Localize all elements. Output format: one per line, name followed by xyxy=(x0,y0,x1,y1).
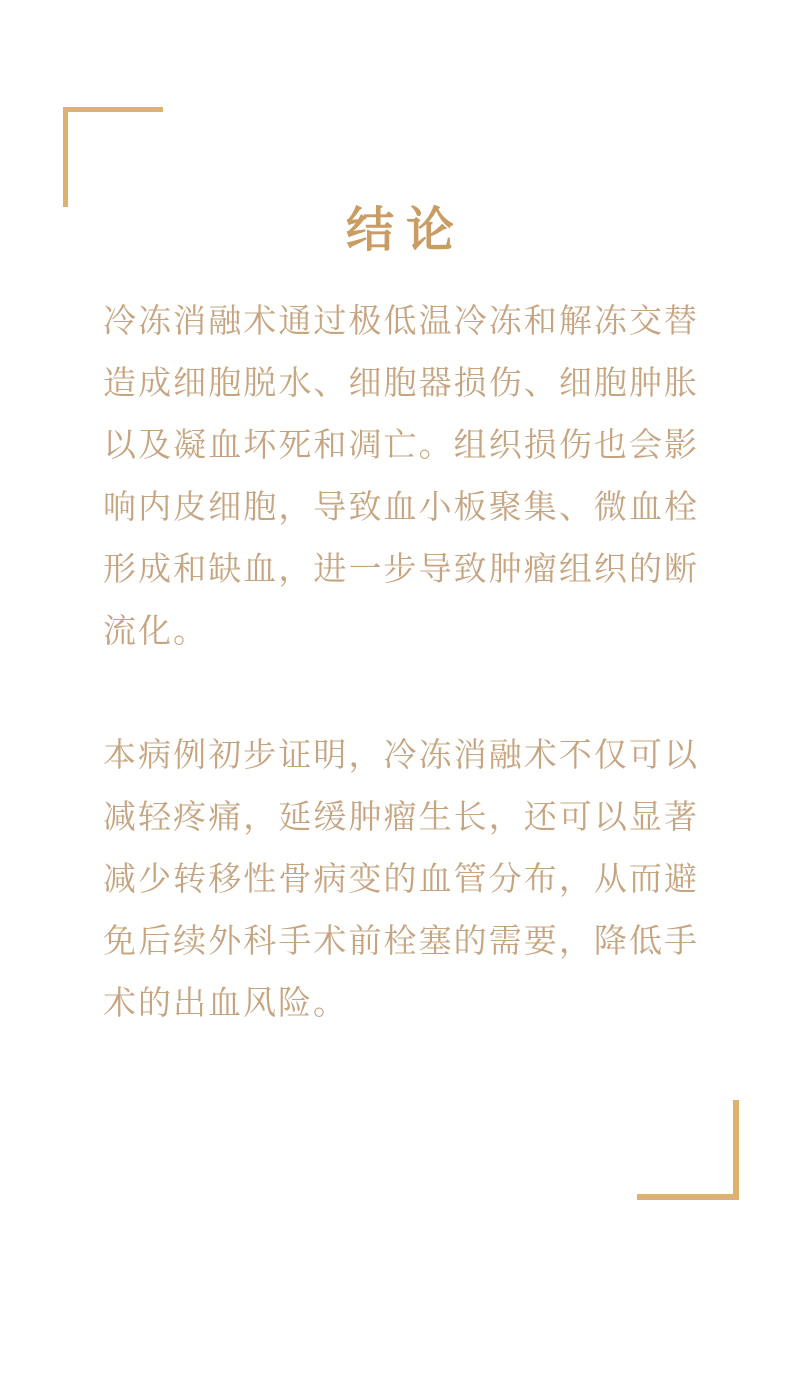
page-title: 结 论 xyxy=(345,204,454,257)
corner-bracket-bottom-right xyxy=(637,1100,739,1200)
conclusion-paragraph-1: 冷冻消融术通过极低温冷冻和解冻交替造成细胞脱水、细胞器损伤、细胞肿胀以及凝血坏死和凋亡。组织损伤也会影响内皮细胞，导致血小板聚集、微血栓形成和缺血，进一步导致肿瘤组织的断流化。 xyxy=(103,302,699,649)
corner-bracket-top-left xyxy=(63,107,163,207)
conclusion-paragraph-2: 本病例初步证明，冷冻消融术不仅可以减轻疼痛，延缓肿瘤生长，还可以显著减少转移性骨病变的血管分布，从而避免后续外科手术前栓塞的需要，降低手术的出血风险。 xyxy=(103,736,699,1021)
conclusion-body xyxy=(103,290,699,1034)
